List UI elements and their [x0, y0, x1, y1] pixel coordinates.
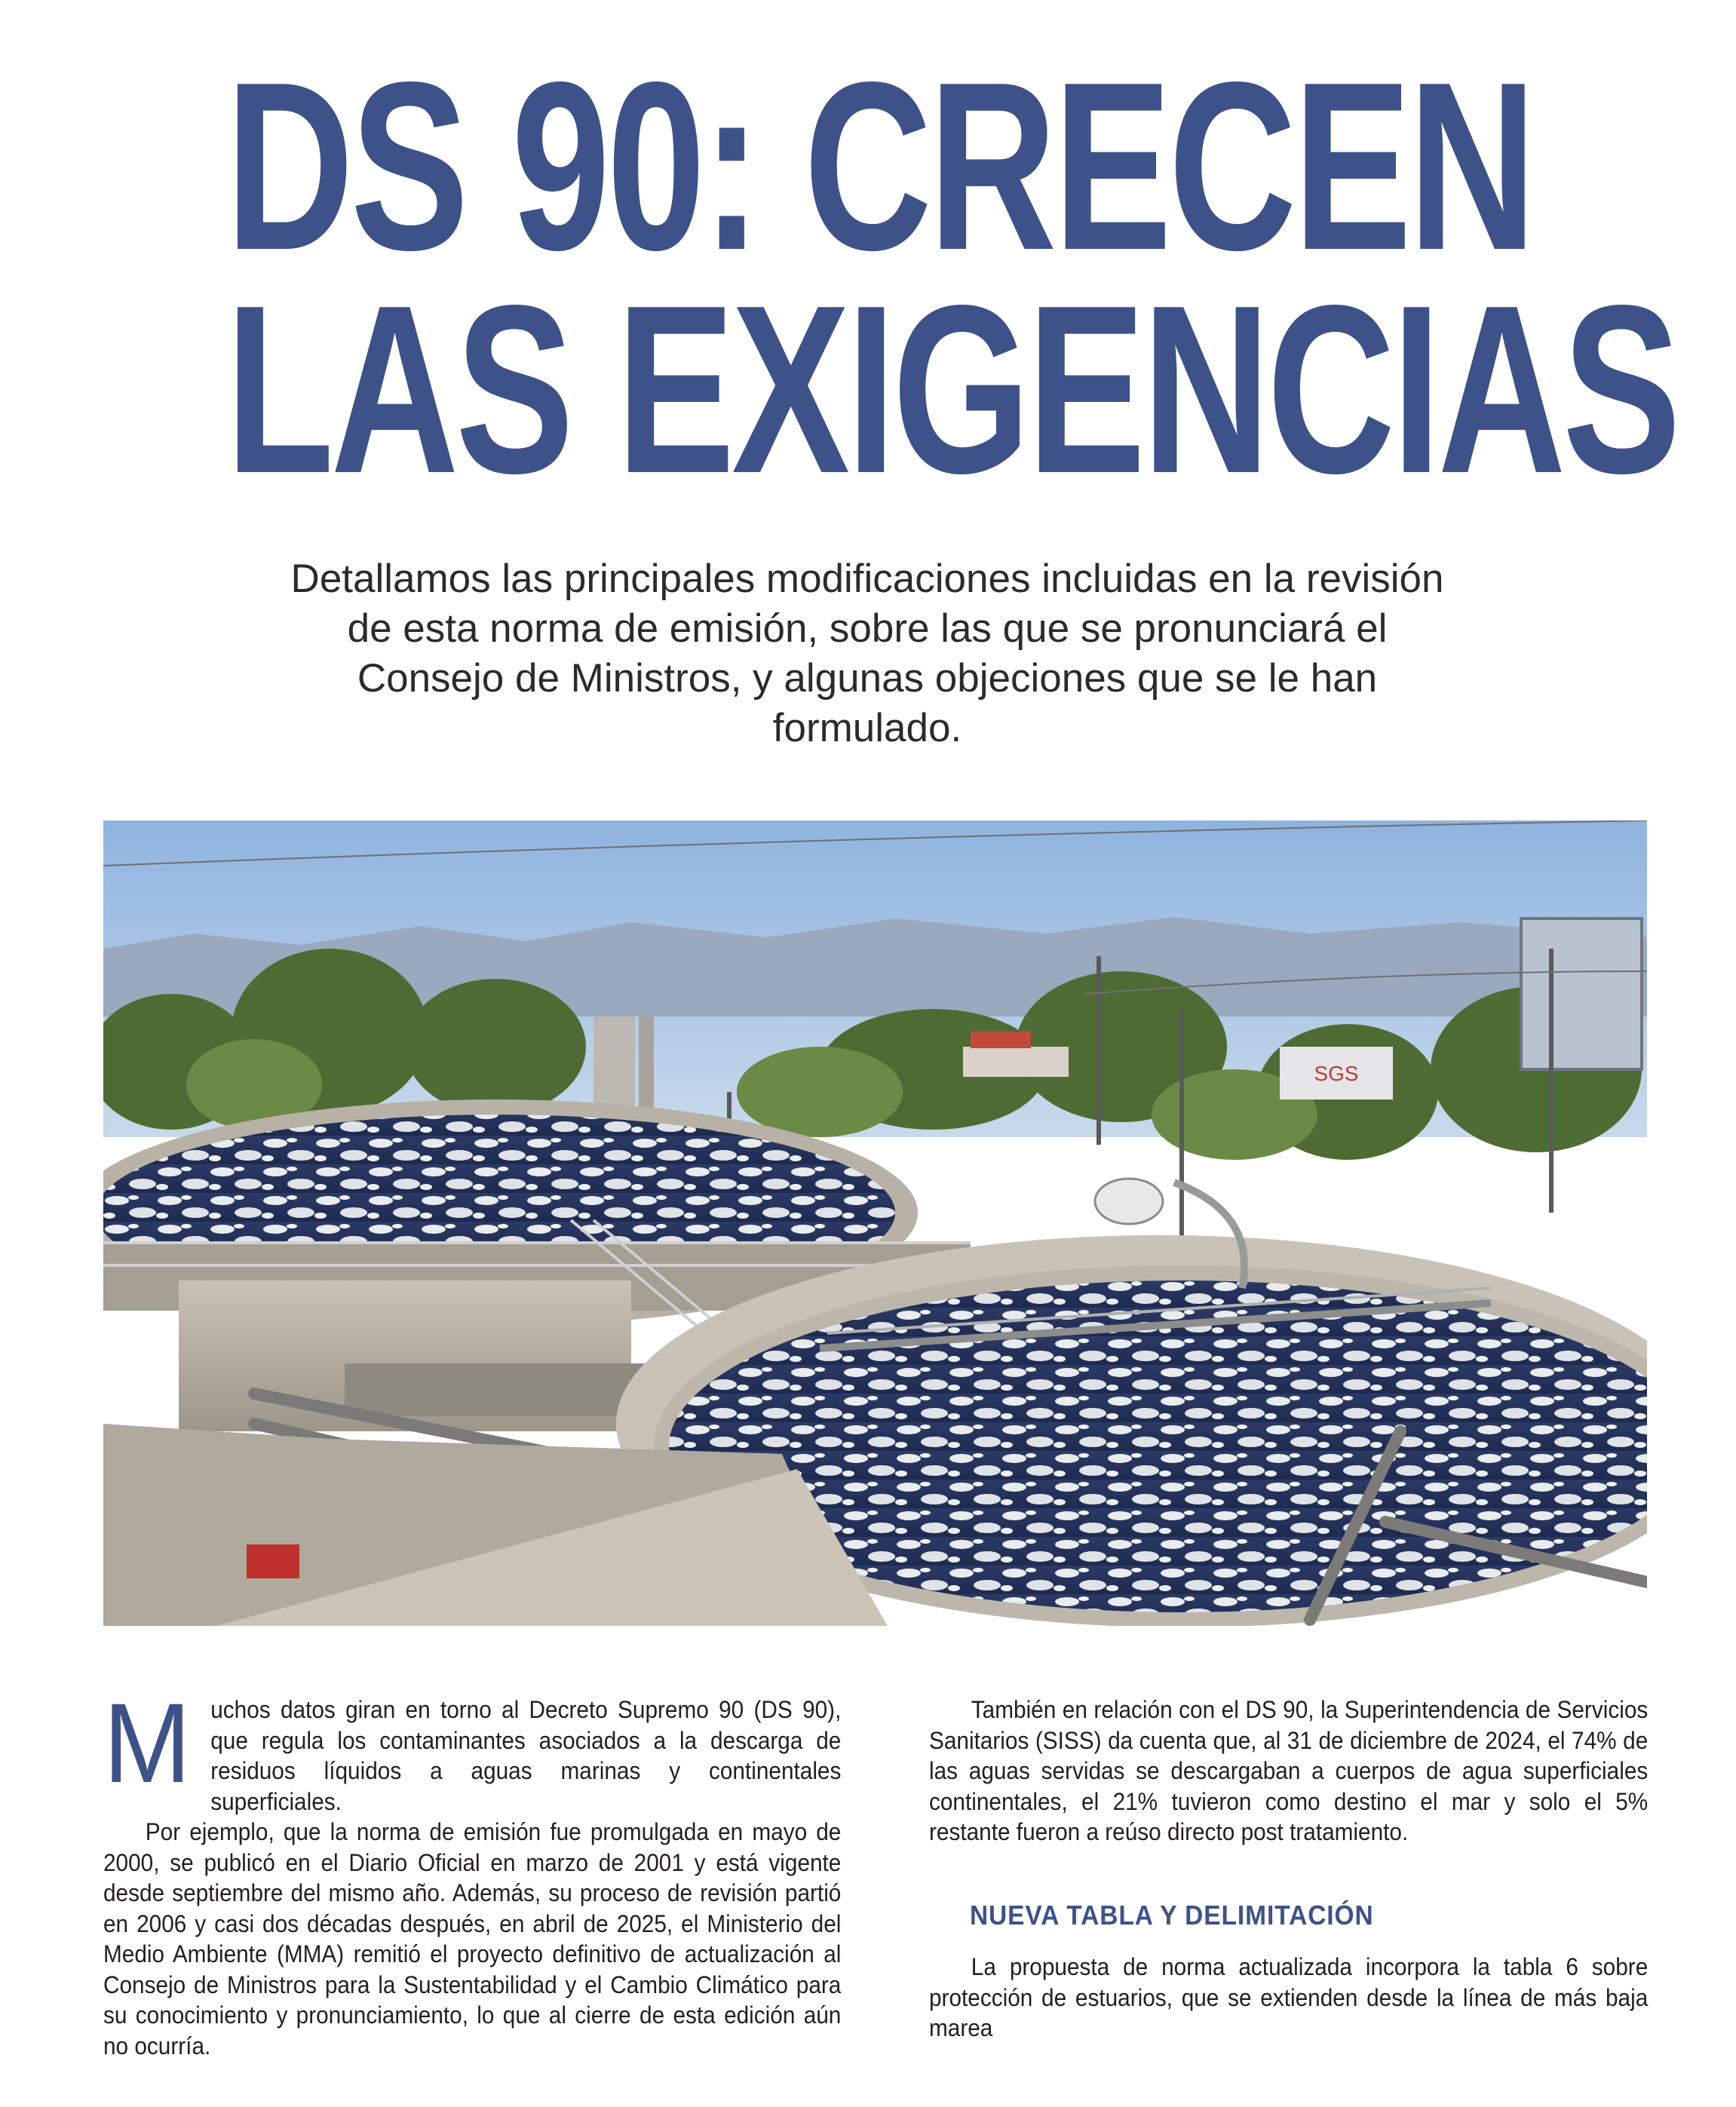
headline-line-2: LAS EXIGENCIAS — [225, 256, 1678, 523]
paragraph-1: uchos datos giran en torno al Decreto Supremo 90 (DS 90), que regula los contaminantes asociados a la descarga de residuos líquidos a aguas marinas y continentales superficiales. — [210, 1696, 842, 1815]
dropcap: M — [103, 1679, 192, 1806]
headline-line-1: DS 90: CRECEN — [225, 32, 1533, 300]
body-column-right — [929, 1694, 1648, 2044]
paragraph-3: También en relación con el DS 90, la Superintendencia de Servicios Sanitarios (SISS) da cuenta que, al 31 de diciembre de 2024, el 74% de las aguas servidas se descargaban a cuerpos de agua superficiales continentales, el 21% tuvieron como destino el mar y solo el 5% restante fueron a reúso directo post tratamiento. — [929, 1696, 1649, 1845]
billboard-text: SGS — [1314, 1062, 1359, 1085]
wastewater-treatment-photo — [103, 820, 1647, 1626]
subtitle: Detallamos las principales modificaciones incluidas en la revisión de esta norma de emisión, sobre las que se pronunciará el Consejo de Ministros, y algunas objeciones que se le han formulado. — [290, 557, 1444, 750]
paragraph-4: La propuesta de norma actualizada incorpora la tabla 6 sobre protección de estuarios, que se extienden desde la línea de más baja marea — [929, 1953, 1649, 2041]
section-heading: NUEVA TABLA Y DELIMITACIÓN — [969, 1899, 1374, 1931]
body-column-left — [103, 1679, 842, 2061]
paragraph-2: Por ejemplo, que la norma de emisión fue promulgada en mayo de 2000, se publicó en el Diario Oficial en marzo de 2001 y está vigente desde septiembre del mismo año. Además, su proceso de revisión partió en 2006 y casi dos décadas después, en abril de 2025, el Ministerio del Medio Ambiente (MMA) remitió el proyecto definitivo de actualización al Consejo de Ministros para la Sustentabilidad y el Cambio Climático para su conocimiento y pronunciamiento, lo que al cierre de esta edición aún no ocurría. — [103, 1818, 842, 2059]
